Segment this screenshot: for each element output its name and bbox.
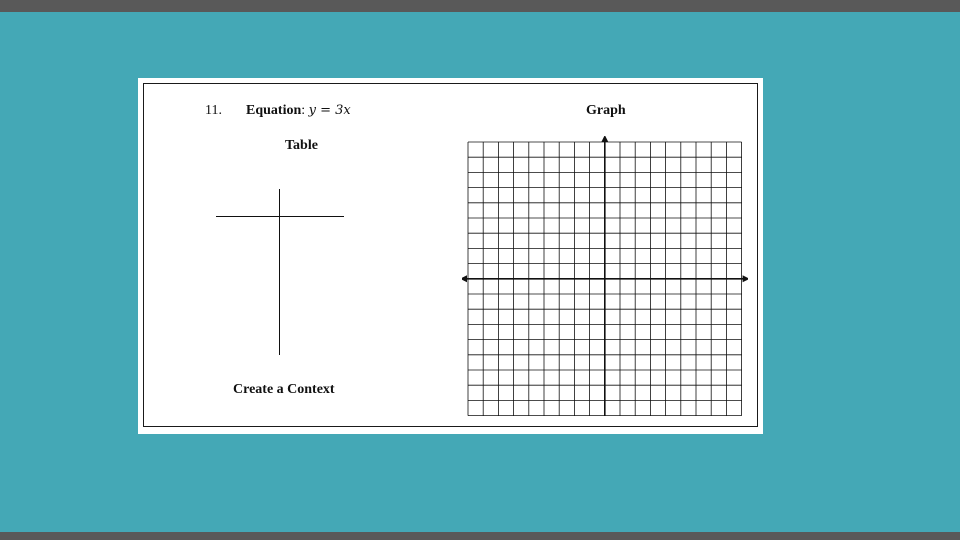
equation-math: y = 3x xyxy=(308,103,351,118)
top-frame-bar xyxy=(0,0,960,12)
context-title: Create a Context xyxy=(233,382,335,397)
axes xyxy=(462,136,748,416)
x-axis-right-arrow xyxy=(743,275,748,282)
bottom-frame-bar xyxy=(0,532,960,540)
y-axis-up-arrow xyxy=(601,136,608,142)
problem-number: 11. xyxy=(205,103,222,118)
coordinate-grid xyxy=(462,136,748,416)
table-title: Table xyxy=(285,138,318,153)
worksheet-card xyxy=(138,78,763,434)
graph-title: Graph xyxy=(586,103,626,118)
t-table xyxy=(144,84,145,85)
x-axis-left-arrow xyxy=(462,275,467,282)
equation-line xyxy=(246,103,351,119)
worksheet-border xyxy=(143,83,758,427)
t-table-vertical-line xyxy=(279,189,280,355)
equation-separator: : xyxy=(301,103,309,118)
equation-label: Equation xyxy=(246,103,302,118)
